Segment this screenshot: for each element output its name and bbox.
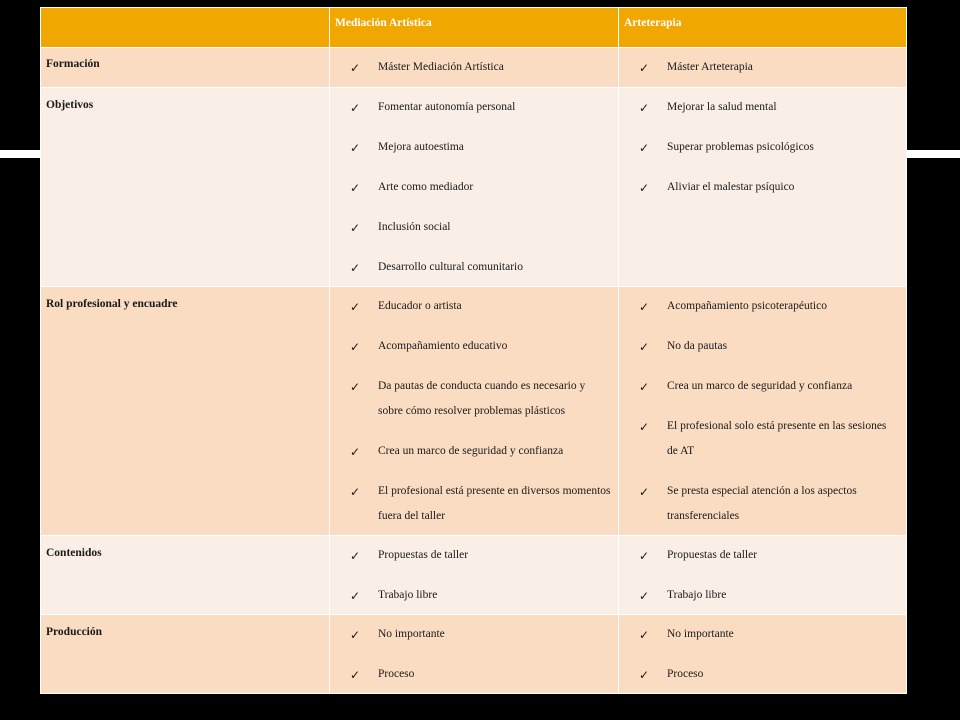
list-item	[350, 95, 612, 120]
checkmark-icon: ✓	[350, 380, 361, 394]
list-item	[639, 414, 900, 464]
arteterapia-cell	[619, 48, 907, 88]
mediacion-cell	[330, 48, 619, 88]
mediacion-cell	[330, 88, 619, 287]
list-item-text: Máster Mediación Artística	[378, 61, 504, 73]
checkmark-icon: ✓	[350, 589, 361, 603]
table-row	[41, 536, 907, 615]
list-item	[639, 95, 900, 120]
list-item-text: Crea un marco de seguridad y confianza	[378, 445, 564, 457]
list-item-text: Arte como mediador	[378, 181, 474, 193]
checkmark-icon: ✓	[350, 61, 361, 75]
list-item-text: Educador o artista	[378, 300, 462, 312]
row-label: Formación	[41, 48, 330, 88]
table-row	[41, 287, 907, 536]
header-row	[41, 8, 907, 48]
list-item-text: Acompañamiento psicoterapéutico	[667, 300, 827, 312]
checkmark-icon: ✓	[639, 549, 650, 563]
mediacion-cell	[330, 536, 619, 615]
checkmark-icon: ✓	[639, 340, 650, 354]
checkmark-icon: ✓	[350, 141, 361, 155]
table-row	[41, 615, 907, 694]
list-item-text: Trabajo libre	[378, 589, 438, 601]
list-item	[639, 583, 900, 608]
list-item-text: El profesional solo está presente en las sesiones de AT	[667, 420, 887, 457]
list-item-text: Trabajo libre	[667, 589, 727, 601]
row-label: Rol profesional y encuadre	[41, 287, 330, 536]
arteterapia-cell	[619, 88, 907, 287]
comparison-table	[40, 7, 907, 694]
list-item-text: Acompañamiento educativo	[378, 340, 508, 352]
list-item	[350, 479, 612, 529]
list-item	[350, 662, 612, 687]
list-item	[350, 374, 612, 424]
arteterapia-cell	[619, 287, 907, 536]
table-body	[41, 48, 907, 694]
list-item	[639, 55, 900, 80]
list-item	[350, 135, 612, 160]
checkmark-icon: ✓	[350, 485, 361, 499]
list-item-text: Mejorar la salud mental	[667, 101, 777, 113]
list-item-text: Mejora autoestima	[378, 141, 464, 153]
checkmark-icon: ✓	[639, 61, 650, 75]
arteterapia-list	[625, 95, 900, 200]
list-item	[350, 583, 612, 608]
list-item-text: No da pautas	[667, 340, 728, 352]
list-item	[350, 543, 612, 568]
list-item-text: Máster Arteterapia	[667, 61, 753, 73]
checkmark-icon: ✓	[350, 300, 361, 314]
checkmark-icon: ✓	[350, 668, 361, 682]
mediacion-cell	[330, 287, 619, 536]
list-item	[639, 662, 900, 687]
decorative-bar-left	[0, 150, 40, 158]
checkmark-icon: ✓	[350, 628, 361, 642]
arteterapia-list	[625, 294, 900, 529]
list-item-text: Proceso	[667, 668, 704, 680]
list-item	[639, 135, 900, 160]
checkmark-icon: ✓	[639, 300, 650, 314]
checkmark-icon: ✓	[639, 628, 650, 642]
mediacion-list	[336, 55, 612, 80]
table-row	[41, 48, 907, 88]
list-item	[350, 175, 612, 200]
list-item	[350, 294, 612, 319]
arteterapia-list	[625, 622, 900, 687]
checkmark-icon: ✓	[639, 668, 650, 682]
list-item	[639, 479, 900, 529]
checkmark-icon: ✓	[350, 549, 361, 563]
decorative-bar-right	[906, 150, 960, 158]
mediacion-cell	[330, 615, 619, 694]
checkmark-icon: ✓	[350, 181, 361, 195]
list-item-text: Superar problemas psicológicos	[667, 141, 814, 153]
list-item-text: Proceso	[378, 668, 415, 680]
row-label: Objetivos	[41, 88, 330, 287]
header-empty-cell	[41, 8, 330, 48]
list-item	[350, 334, 612, 359]
list-item-text: Crea un marco de seguridad y confianza	[667, 380, 853, 392]
arteterapia-cell	[619, 536, 907, 615]
mediacion-list	[336, 622, 612, 687]
list-item-text: Da pautas de conducta cuando es necesario y sobre cómo resolver problemas plásticos	[378, 380, 586, 417]
table-row	[41, 88, 907, 287]
list-item-text: No importante	[378, 628, 445, 640]
row-label: Producción	[41, 615, 330, 694]
checkmark-icon: ✓	[639, 101, 650, 115]
checkmark-icon: ✓	[350, 340, 361, 354]
list-item	[639, 543, 900, 568]
list-item	[350, 55, 612, 80]
checkmark-icon: ✓	[639, 485, 650, 499]
mediacion-list	[336, 543, 612, 608]
header-mediacion: Mediación Artística	[330, 8, 619, 48]
list-item	[350, 439, 612, 464]
list-item-text: Se presta especial atención a los aspectos transferenciales	[667, 485, 857, 522]
list-item	[350, 622, 612, 647]
list-item-text: Propuestas de taller	[378, 549, 469, 561]
mediacion-list	[336, 294, 612, 529]
list-item	[639, 622, 900, 647]
list-item-text: Fomentar autonomía personal	[378, 101, 516, 113]
list-item-text: No importante	[667, 628, 734, 640]
checkmark-icon: ✓	[639, 181, 650, 195]
arteterapia-cell	[619, 615, 907, 694]
list-item-text: Propuestas de taller	[667, 549, 758, 561]
checkmark-icon: ✓	[639, 380, 650, 394]
list-item-text: El profesional está presente en diversos momentos fuera del taller	[378, 485, 611, 522]
list-item-text: Inclusión social	[378, 221, 451, 233]
checkmark-icon: ✓	[639, 420, 650, 434]
mediacion-list	[336, 95, 612, 280]
list-item	[639, 175, 900, 200]
checkmark-icon: ✓	[639, 589, 650, 603]
list-item	[639, 294, 900, 319]
checkmark-icon: ✓	[639, 141, 650, 155]
row-label: Contenidos	[41, 536, 330, 615]
checkmark-icon: ✓	[350, 221, 361, 235]
arteterapia-list	[625, 55, 900, 80]
list-item-text: Desarrollo cultural comunitario	[378, 261, 523, 273]
list-item	[639, 334, 900, 359]
checkmark-icon: ✓	[350, 101, 361, 115]
checkmark-icon: ✓	[350, 261, 361, 275]
arteterapia-list	[625, 543, 900, 608]
header-arteterapia: Arteterapia	[619, 8, 907, 48]
list-item	[350, 215, 612, 240]
checkmark-icon: ✓	[350, 445, 361, 459]
list-item	[350, 255, 612, 280]
list-item-text: Aliviar el malestar psíquico	[667, 181, 795, 193]
list-item	[639, 374, 900, 399]
